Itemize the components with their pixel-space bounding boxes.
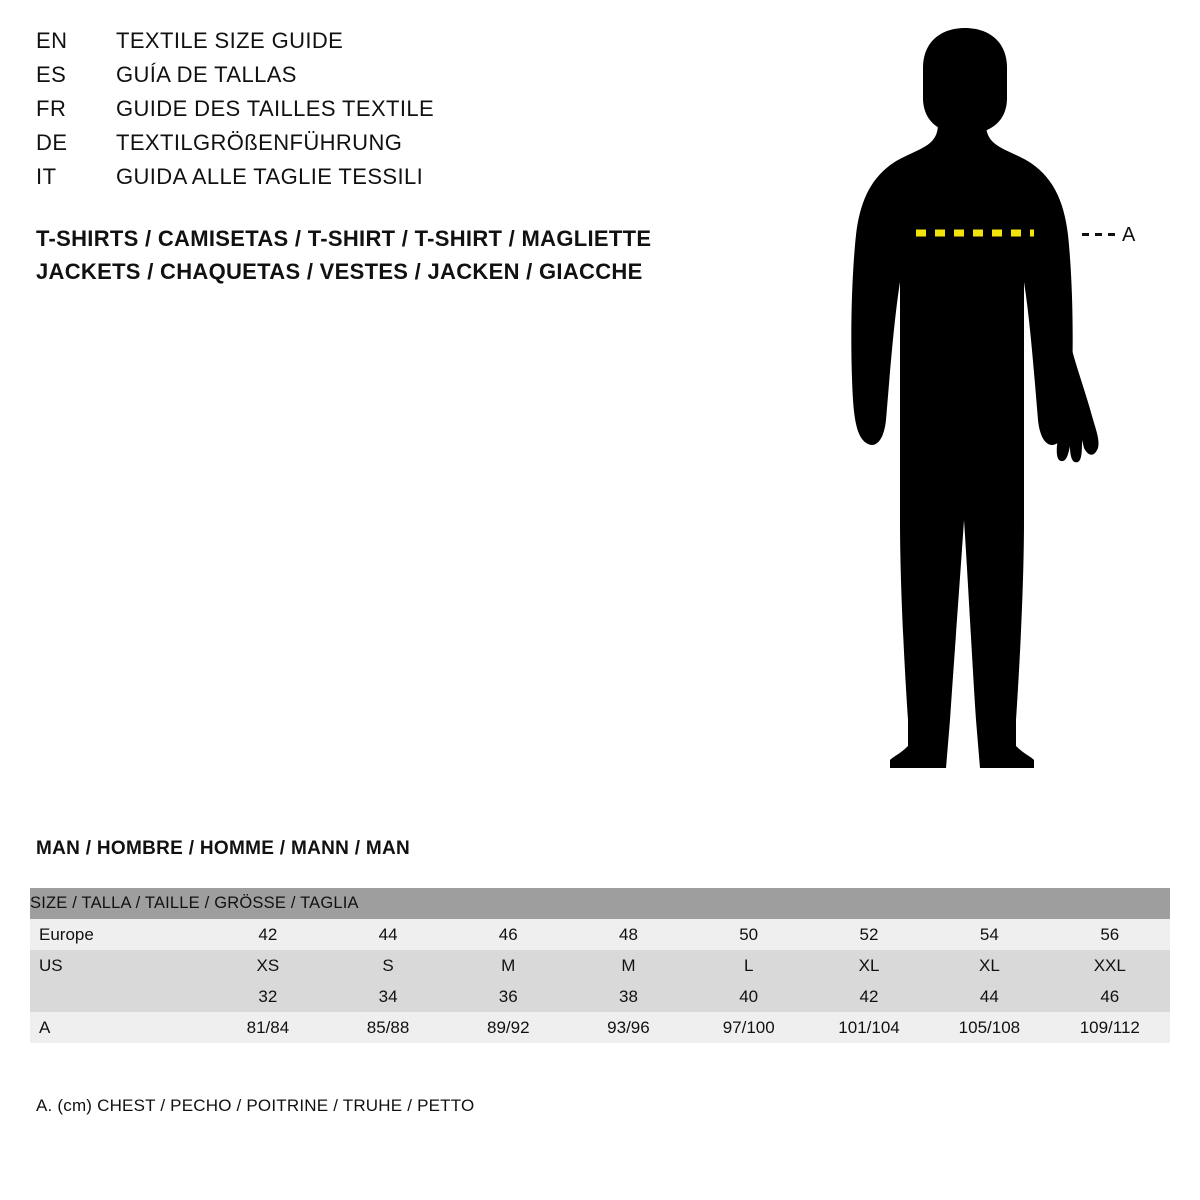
section-title-man: MAN / HOMBRE / HOMME / MANN / MAN — [36, 838, 411, 859]
cell: 38 — [568, 981, 688, 1012]
size-table — [30, 888, 1170, 1043]
cell: 105/108 — [929, 1012, 1049, 1043]
cell: XL — [809, 950, 929, 981]
language-row — [36, 96, 736, 130]
cell: 93/96 — [568, 1012, 688, 1043]
cell: 34 — [328, 981, 448, 1012]
cell: 101/104 — [809, 1012, 929, 1043]
table-header-row — [30, 888, 1170, 919]
measure-leader-line — [1082, 233, 1116, 236]
cell: XL — [929, 950, 1049, 981]
cell: L — [689, 950, 809, 981]
cell: 89/92 — [448, 1012, 568, 1043]
cell: M — [448, 950, 568, 981]
row-label-us: US — [30, 950, 208, 981]
measure-label-a: A — [1122, 224, 1136, 246]
cell: M — [568, 950, 688, 981]
cell: 46 — [448, 919, 568, 950]
row-label-a: A — [30, 1012, 208, 1043]
cell: 54 — [929, 919, 1049, 950]
footnote-chest-measure: A. (cm) CHEST / PECHO / POITRINE / TRUHE / PETTO — [36, 1096, 475, 1115]
cell: 81/84 — [208, 1012, 328, 1043]
cell: 46 — [1050, 981, 1170, 1012]
cell: 48 — [568, 919, 688, 950]
table-row — [30, 950, 1170, 981]
cell: 56 — [1050, 919, 1170, 950]
language-row — [36, 62, 736, 96]
cell: 36 — [448, 981, 568, 1012]
cell: S — [328, 950, 448, 981]
language-row — [36, 28, 736, 62]
language-row — [36, 164, 736, 198]
table-header-label: SIZE / TALLA / TAILLE / GRÖSSE / TAGLIA — [30, 888, 1170, 919]
language-title: TEXTILGRÖßENFÜHRUNG — [116, 130, 403, 155]
cell: 109/112 — [1050, 1012, 1170, 1043]
garment-line-jackets: JACKETS / CHAQUETAS / VESTES / JACKEN / GIACCHE — [36, 259, 643, 284]
row-label-europe: Europe — [30, 919, 208, 950]
language-code: IT — [36, 164, 57, 189]
cell: 52 — [809, 919, 929, 950]
cell: XXL — [1050, 950, 1170, 981]
language-title: GUIDE DES TAILLES TEXTILE — [116, 96, 435, 121]
language-code: FR — [36, 96, 67, 121]
garment-line-tshirts: T-SHIRTS / CAMISETAS / T-SHIRT / T-SHIRT / MAGLIETTE — [36, 226, 652, 251]
cell: 85/88 — [328, 1012, 448, 1043]
language-title: GUÍA DE TALLAS — [116, 62, 297, 87]
row-label-blank — [30, 981, 208, 1012]
cell: 42 — [208, 919, 328, 950]
silhouette-icon — [820, 20, 1180, 780]
table-row — [30, 981, 1170, 1012]
language-row — [36, 130, 736, 164]
man-silhouette-figure — [820, 20, 1180, 780]
language-code: EN — [36, 28, 68, 53]
table-row — [30, 919, 1170, 950]
garment-category-block — [36, 222, 836, 288]
cell: 40 — [689, 981, 809, 1012]
cell: 32 — [208, 981, 328, 1012]
cell: 97/100 — [689, 1012, 809, 1043]
table-row — [30, 1012, 1170, 1043]
cell: 50 — [689, 919, 809, 950]
language-heading-block — [36, 28, 736, 198]
language-title: TEXTILE SIZE GUIDE — [116, 28, 344, 53]
cell: 44 — [929, 981, 1049, 1012]
language-code: DE — [36, 130, 68, 155]
cell: XS — [208, 950, 328, 981]
language-code: ES — [36, 62, 67, 87]
language-title: GUIDA ALLE TAGLIE TESSILI — [116, 164, 424, 189]
cell: 42 — [809, 981, 929, 1012]
cell: 44 — [328, 919, 448, 950]
